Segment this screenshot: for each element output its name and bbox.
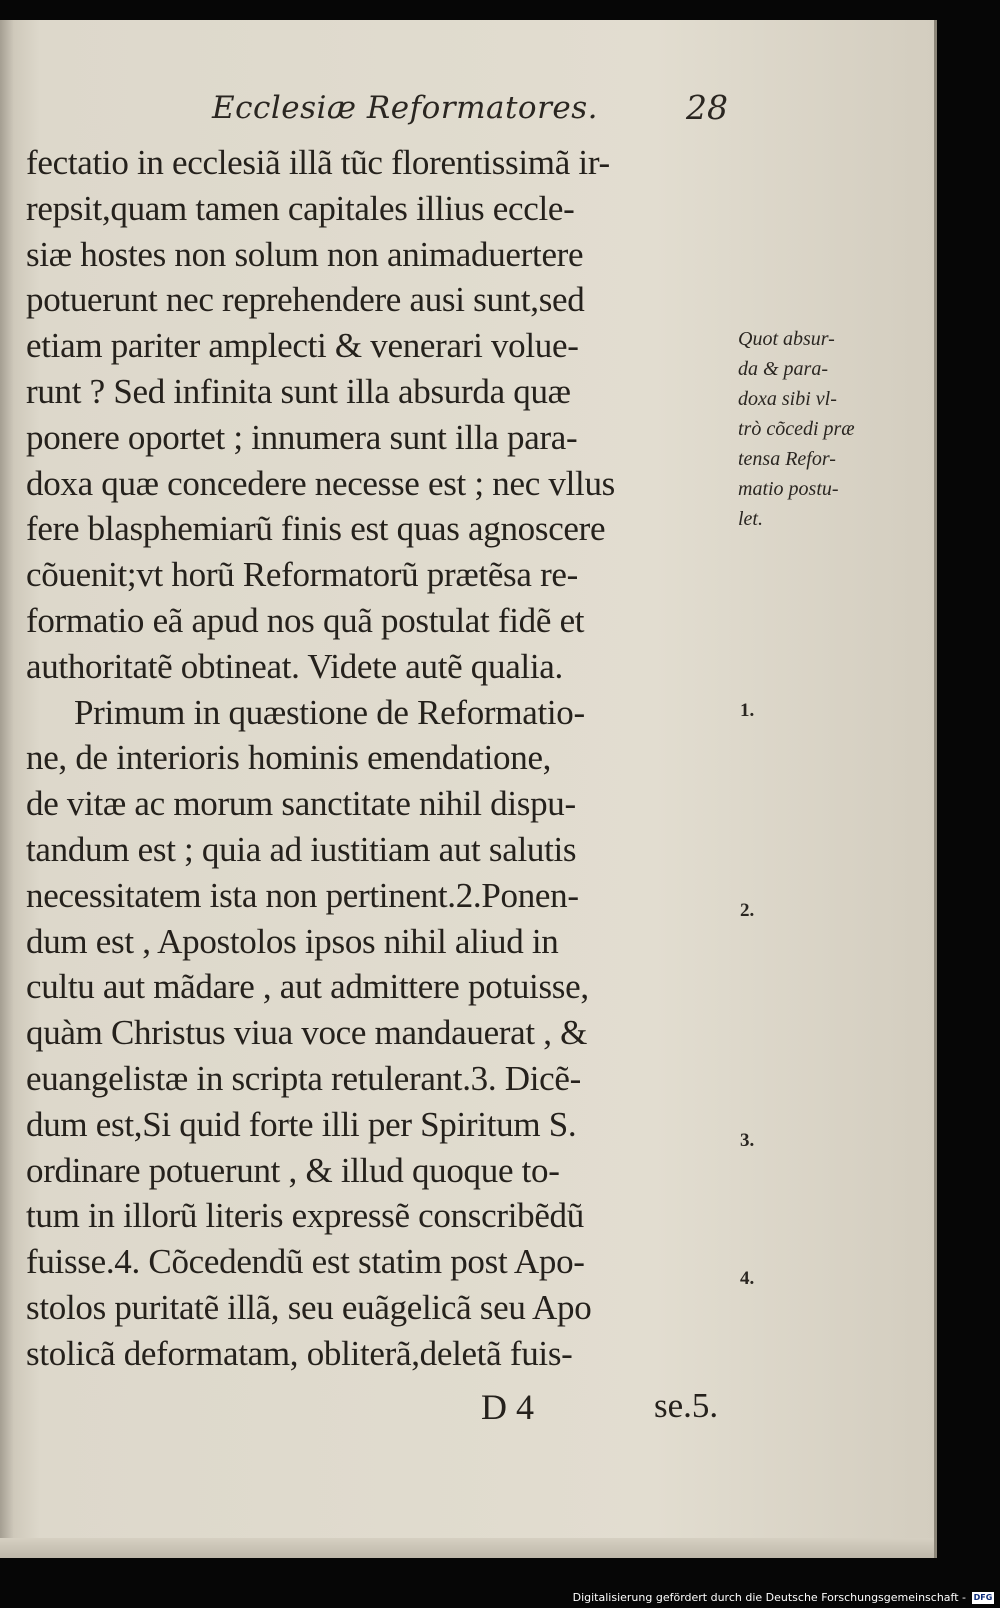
- text-line: dum est , Apostolos ipsos nihil aliud in: [26, 921, 559, 961]
- margin-note-line: trò cõcedi præ: [738, 418, 855, 440]
- margin-note: [738, 324, 888, 534]
- running-title: Ecclesiæ Reformatores.: [212, 90, 598, 126]
- text-line: tandum est ; quia ad iustitiam aut salutis: [26, 829, 577, 869]
- catchword: se.5.: [654, 1386, 719, 1425]
- text-line: tum in illorũ literis expressẽ conscribẽdũ: [26, 1196, 584, 1236]
- margin-marker-3: 3.: [740, 1130, 755, 1151]
- text-line: cultu aut mãdare , aut admittere potuisse,: [26, 967, 589, 1007]
- text-line: euangelistæ in scripta retulerant.3. Dicẽ-: [26, 1058, 581, 1098]
- text-line: cõuenit;vt horũ Reformatorũ prætẽsa re-: [26, 555, 579, 595]
- text-line: etiam pariter amplecti & venerari volue-: [26, 326, 579, 366]
- page-footer: [0, 1386, 934, 1436]
- text-line: ne, de interioris hominis emendatione,: [26, 738, 552, 778]
- text-line: quàm Christus viua voce mandauerat , &: [26, 1013, 588, 1053]
- text-line: ordinare potuerunt , & illud quoque to-: [26, 1150, 560, 1190]
- text-line: fere blasphemiarũ finis est quas agnoscere: [26, 509, 606, 549]
- book-page: [0, 20, 937, 1558]
- folio-number: 28: [686, 88, 728, 127]
- margin-note-line: da & para-: [738, 358, 828, 380]
- text-line: ponere oportet ; innumera sunt illa para-: [26, 417, 578, 457]
- page-header: [0, 78, 934, 134]
- margin-note-line: doxa sibi vl-: [738, 388, 837, 410]
- text-line: fectatio in ecclesiã illã tũc florentissimã ir-: [26, 143, 610, 182]
- margin-note-line: Quot absur-: [738, 328, 835, 350]
- margin-note-line: let.: [738, 508, 763, 530]
- text-line: runt ? Sed infinita sunt illa absurda quæ: [26, 371, 571, 411]
- digitization-credit: [573, 1591, 994, 1604]
- text-line: repsit,quam tamen capitales illius eccle-: [26, 188, 575, 228]
- text-line: necessitatem ista non pertinent.2.Ponen-: [26, 875, 579, 915]
- dfg-logo: DFG: [973, 1592, 993, 1602]
- text-line: stolos puritatẽ illã, seu euãgelicã seu Apo: [26, 1287, 592, 1327]
- text-line: doxa quæ concedere necesse est ; nec vllus: [26, 463, 615, 503]
- paragraph-start-line: Primum in quæstione de Reformatio-: [74, 692, 585, 732]
- text-line: stolicã deformatam, obliterã,deletã fuis-: [26, 1333, 573, 1373]
- text-line: potuerunt nec reprehendere ausi sunt,sed: [26, 280, 585, 320]
- margin-marker-2: 2.: [740, 900, 755, 921]
- credit-text: Digitalisierung gefördert durch die Deutsche Forschungsgemeinschaft -: [572, 1591, 966, 1604]
- text-line: de vitæ ac morum sanctitate nihil dispu-: [26, 784, 576, 824]
- margin-note-line: tensa Refor-: [738, 448, 836, 470]
- text-line: formatio eã apud nos quã postulat fidẽ et: [26, 600, 585, 640]
- text-line: fuisse.4. Cõcedendũ est statim post Apo-: [26, 1242, 585, 1282]
- text-line: authoritatẽ obtineat. Videte autẽ qualia.: [26, 646, 563, 686]
- text-line: siæ hostes non solum non animaduertere: [26, 234, 584, 274]
- margin-marker-1: 1.: [740, 700, 755, 721]
- margin-marker-4: 4.: [740, 1268, 755, 1289]
- text-line: dum est,Si quid forte illi per Spiritum S.: [26, 1104, 577, 1144]
- margin-note-line: matio postu-: [738, 478, 839, 500]
- signature-mark: D 4: [481, 1387, 534, 1427]
- body-text: [26, 140, 726, 1377]
